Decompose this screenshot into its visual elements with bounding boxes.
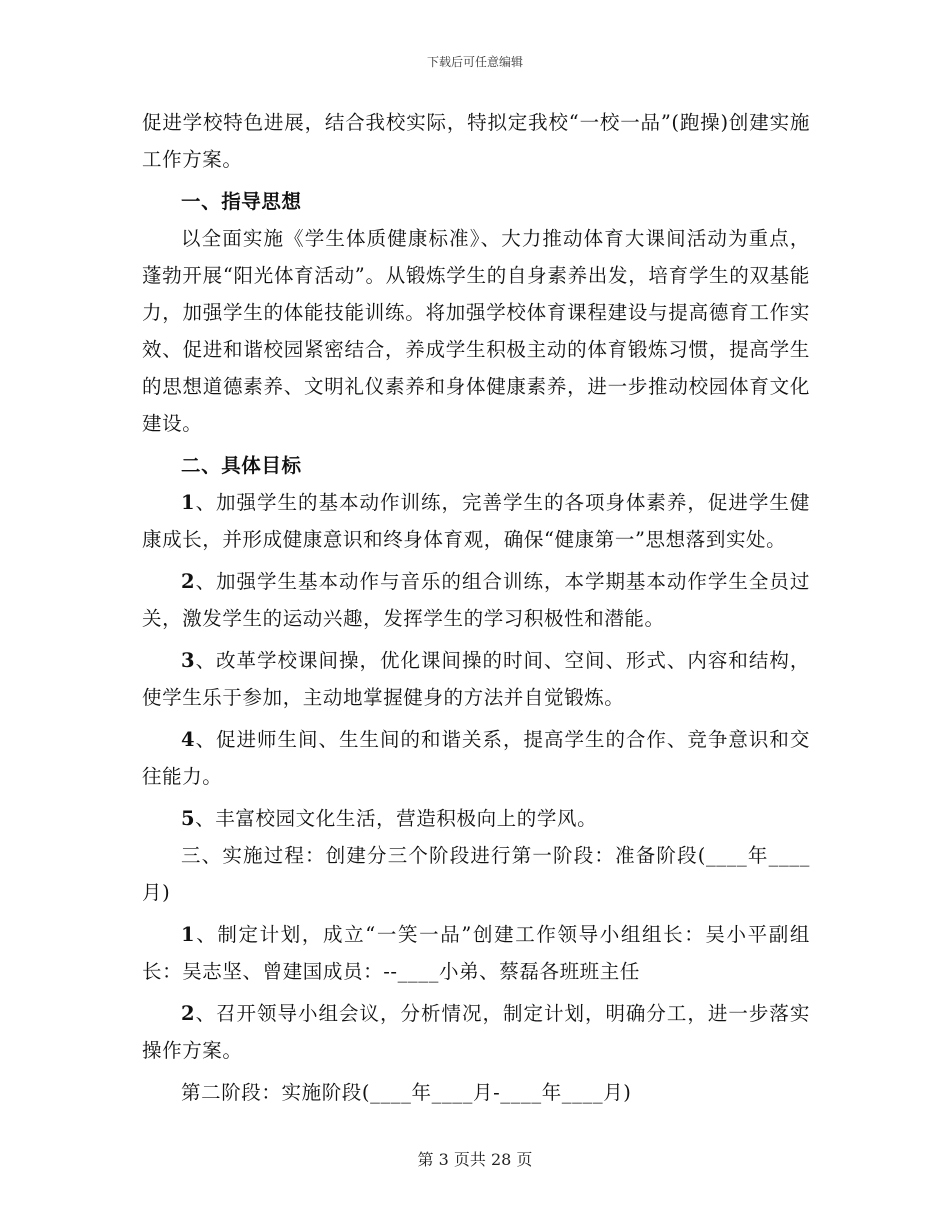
section-heading-implementation: 三、实施过程：创建分三个阶段进行第一阶段：准备阶段(____年____月) — [142, 844, 810, 904]
step-number: 2 — [181, 1002, 196, 1025]
goal-text: 、促进师生间、生生间的和谐关系，提高学生的合作、竞争意识和交往能力。 — [142, 728, 810, 788]
goal-item-1 — [142, 484, 810, 558]
goal-number: 4 — [181, 728, 196, 751]
goal-item-4 — [142, 721, 810, 795]
paragraph-guiding-ideology: 以全面实施《学生体质健康标准》、大力推动体育大课间活动为重点，蓬勃开展“阳光体育活动”。从锻炼学生的自身素养出发，培育学生的双基能力，加强学生的体能技能训练。将加强学校体育课程建设与提高德育工作实效、促进和谐校园紧密结合，养成学生积极主动的体育锻炼习惯，提高学生的思想道德素养、文明礼仪素养和身体健康素养，进一步推动校园体育文化建设。 — [142, 227, 810, 435]
goal-number: 1 — [181, 491, 196, 514]
goal-text: 、改革学校课间操，优化课间操的时间、空间、形式、内容和结构，使学生乐于参加，主动地掌握健身的方法并自觉锻炼。 — [142, 649, 810, 709]
goal-item-2 — [142, 563, 810, 637]
goal-number: 3 — [181, 649, 196, 672]
goal-item-3 — [142, 642, 810, 716]
goal-number: 2 — [181, 570, 196, 593]
goal-item-5 — [142, 800, 810, 837]
paragraph-intro: 促进学校特色进展，结合我校实际，特拟定我校“一校一品”(跑操)创建实施工作方案。 — [142, 111, 810, 171]
page-footer: 第 3 页共 28 页 — [417, 1150, 533, 1169]
step-number: 1 — [181, 923, 196, 946]
goal-text: 、加强学生基本动作与音乐的组合训练，本学期基本动作学生全员过关，激发学生的运动兴趣，发挥学生的学习积极性和潜能。 — [142, 570, 810, 630]
step-text: 、召开领导小组会议，分析情况，制定计划，明确分工，进一步落实操作方案。 — [142, 1002, 810, 1062]
step-item-1 — [142, 916, 810, 990]
page-header: 下载后可任意编辑 — [426, 55, 523, 69]
step-item-2 — [142, 995, 810, 1069]
goal-text: 、加强学生的基本动作训练，完善学生的各项身体素养，促进学生健康成长，并形成健康意识和终身体育观，确保“健康第一”思想落到实处。 — [142, 491, 810, 551]
document-body — [142, 104, 810, 1111]
section-heading-guiding-ideology: 一、指导思想 — [181, 190, 302, 213]
section-heading-specific-goals: 二、具体目标 — [181, 454, 302, 477]
goal-text: 、丰富校园文化生活，营造积极向上的学风。 — [195, 807, 598, 830]
phase-two-heading: 第二阶段：实施阶段(____年____月-____年____月) — [181, 1081, 632, 1104]
step-text: 、制定计划，成立“一笑一品”创建工作领导小组组长：吴小平副组长：吴志坚、曾建国成员：--____小弟、蔡磊各班班主任 — [142, 923, 810, 983]
goal-number: 5 — [181, 807, 196, 830]
